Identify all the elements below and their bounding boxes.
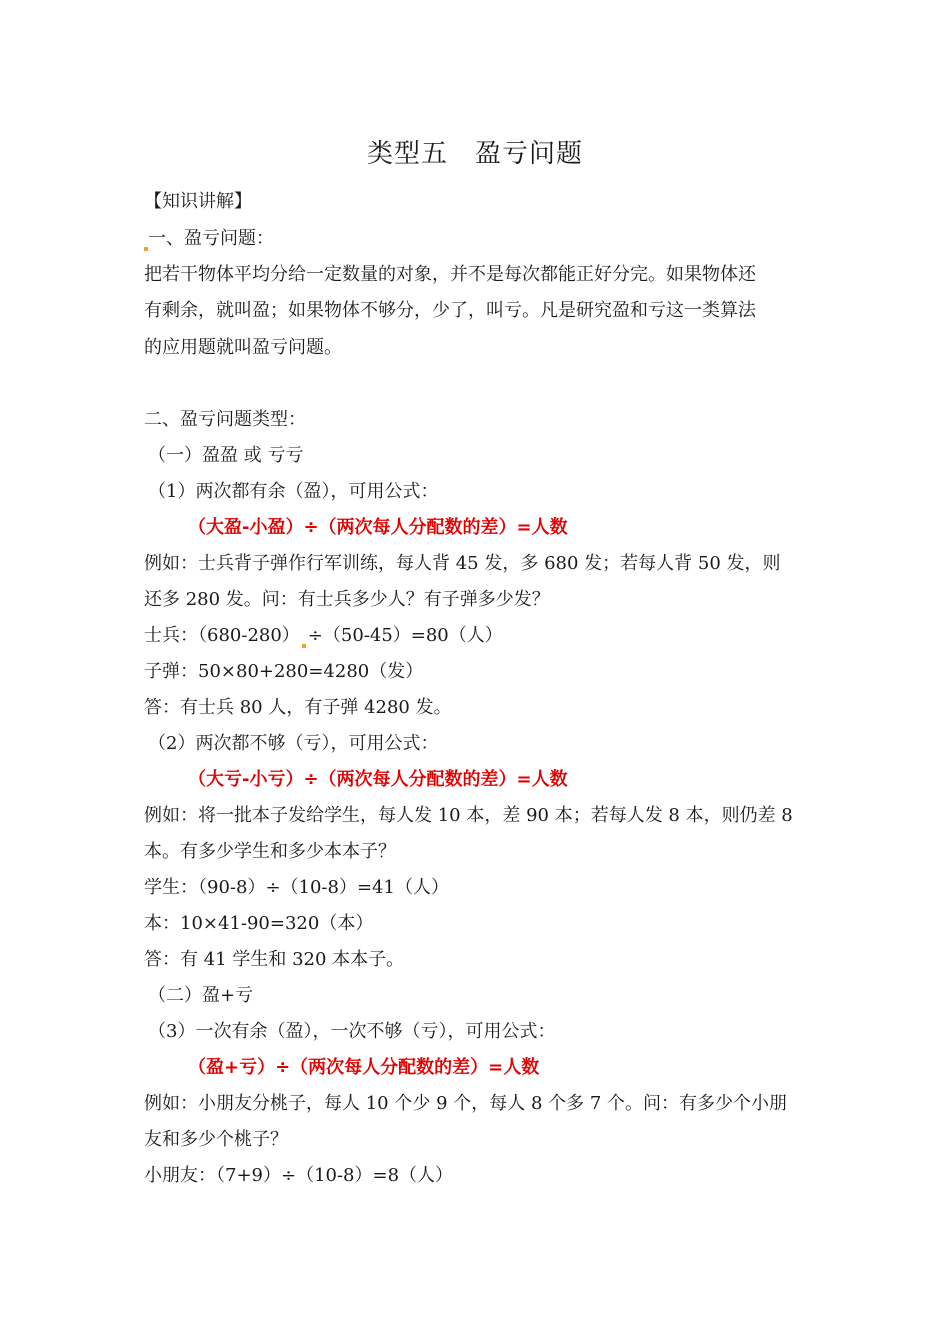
case-three-heading: （3）一次有余（盈），一次不够（亏），可用公式：	[148, 1021, 556, 1042]
formula-two: （大亏-小亏）÷（两次每人分配数的差）=人数	[188, 769, 568, 790]
solution-two-books: 本：10×41-90=320（本）	[144, 913, 374, 934]
solution-two-students: 学生：（90-8）÷（10-8）=41（人）	[144, 877, 449, 898]
example-two-line-1: 例如：将一批本子发给学生，每人发 10 本，差 90 本；若每人发 8 本，则仍差 8	[144, 805, 793, 826]
solution-one-soldiers	[144, 624, 503, 648]
definition-line-1: 把若干物体平均分给一定数量的对象，并不是每次都能正好分完。如果物体还	[144, 264, 756, 285]
formula-three: （盈+亏）÷（两次每人分配数的差）=人数	[188, 1057, 540, 1078]
formula-one: （大盈-小盈）÷（两次每人分配数的差）=人数	[188, 517, 568, 538]
answer-one: 答：有士兵 80 人，有子弹 4280 发。	[144, 697, 452, 718]
case-one-heading: （1）两次都有余（盈），可用公式：	[148, 481, 439, 502]
edit-marker-icon	[302, 644, 306, 648]
example-one-line-1: 例如：士兵背子弹作行军训练，每人背 45 发，多 680 发；若每人背 50 发，则	[144, 553, 781, 574]
section-one-heading-text: 一、盈亏问题：	[148, 228, 274, 249]
example-three-line-1: 例如：小朋友分桃子，每人 10 个少 9 个，每人 8 个多 7 个。问：有多少个小朋	[144, 1093, 788, 1114]
example-two-line-2: 本。有多少学生和多少本本子？	[144, 841, 396, 862]
type-two-heading: （二）盈+亏	[148, 985, 254, 1006]
example-three-line-2: 友和多少个桃子？	[144, 1129, 288, 1150]
section-two-heading: 二、盈亏问题类型：	[144, 409, 306, 430]
solution-three-children: 小朋友：（7+9）÷（10-8）=8（人）	[144, 1165, 454, 1186]
type-one-heading: （一）盈盈 或 亏亏	[148, 445, 304, 466]
answer-two: 答：有 41 学生和 320 本本子。	[144, 949, 405, 970]
definition-line-3: 的应用题就叫盈亏问题。	[144, 337, 342, 358]
section-one-heading	[144, 227, 274, 251]
page-title: 类型五 盈亏问题	[366, 139, 583, 169]
definition-line-2: 有剩余，就叫盈；如果物体不够分，少了，叫亏。凡是研究盈和亏这一类算法	[144, 300, 756, 321]
solution-one-bullets: 子弹：50×80+280=4280（发）	[144, 661, 424, 682]
example-one-line-2: 还多 280 发。问：有士兵多少人？有子弹多少发？	[144, 589, 550, 610]
knowledge-heading: 【知识讲解】	[144, 191, 252, 212]
case-two-heading: （2）两次都不够（亏），可用公式：	[148, 733, 439, 754]
solution-one-soldiers-part-1: 士兵：（680-280）	[144, 625, 300, 646]
solution-one-soldiers-part-2: ÷（50-45）=80（人）	[307, 625, 503, 646]
